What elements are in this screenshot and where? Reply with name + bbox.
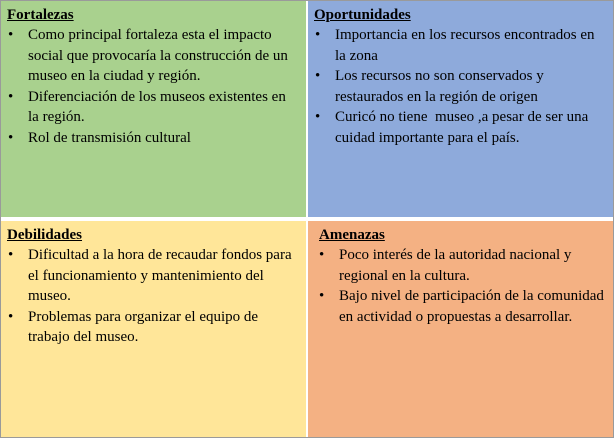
bullet-icon: • — [319, 247, 325, 263]
list-item-text: Los recursos no son conservados y restaurados en la región de origen — [335, 68, 544, 105]
quadrant-fortalezas — [1, 1, 306, 217]
bullet-icon: • — [315, 68, 321, 85]
bullet-icon: • — [315, 27, 321, 43]
quadrant-title-amenazas: Amenazas — [319, 227, 385, 243]
bullet-icon: • — [319, 288, 325, 305]
quadrant-title-oportunidades: Oportunidades — [314, 7, 411, 23]
list-item — [7, 307, 300, 348]
list-item-text: Problemas para organizar el equipo de trabajo del museo. — [28, 308, 259, 346]
list-item-text: Dificultad a la hora de recaudar fondos para el funcionamiento y mantenimiento del museo. — [28, 247, 292, 305]
list-item — [318, 245, 607, 286]
list-item-text: Poco interés de la autoridad nacional y regional en la cultura. — [339, 247, 572, 284]
list-item — [7, 87, 300, 128]
bullet-icon: • — [8, 129, 14, 146]
list-item — [314, 66, 607, 107]
list-item — [7, 128, 300, 149]
bullet-icon: • — [8, 247, 14, 263]
bullet-icon: • — [8, 308, 14, 325]
list-item — [314, 25, 607, 66]
list-item — [318, 286, 607, 327]
list-item — [7, 245, 300, 307]
bullet-icon: • — [8, 88, 14, 105]
bullet-icon: • — [315, 109, 321, 126]
quadrant-title-fortalezas: Fortalezas — [7, 7, 74, 23]
quadrant-oportunidades — [308, 1, 613, 217]
bullet-list-amenazas — [318, 245, 607, 327]
list-item-text: Rol de transmisión cultural — [28, 129, 191, 146]
list-item-text: Diferenciación de los museos existentes en la región. — [28, 88, 286, 126]
list-item — [314, 107, 607, 148]
bullet-list-fortalezas — [7, 25, 300, 149]
quadrant-title-debilidades: Debilidades — [7, 227, 83, 243]
list-item-text: Curicó no tiene museo ,a pesar de ser una cuidad importante para el país. — [335, 109, 592, 146]
quadrant-debilidades — [1, 221, 306, 437]
list-item-text: Como principal fortaleza esta el impacto social que provocaría la construcción de un museo en la ciudad y región. — [28, 27, 288, 85]
bullet-list-oportunidades — [314, 25, 607, 149]
list-item-text: Bajo nivel de participación de la comunidad en actividad o propuestas a desarrollar. — [339, 288, 604, 325]
bullet-icon: • — [8, 27, 14, 43]
bullet-list-debilidades — [7, 245, 300, 348]
list-item-text: Importancia en los recursos encontrados en la zona — [335, 27, 595, 64]
quadrant-amenazas — [308, 221, 613, 437]
list-item — [7, 25, 300, 87]
